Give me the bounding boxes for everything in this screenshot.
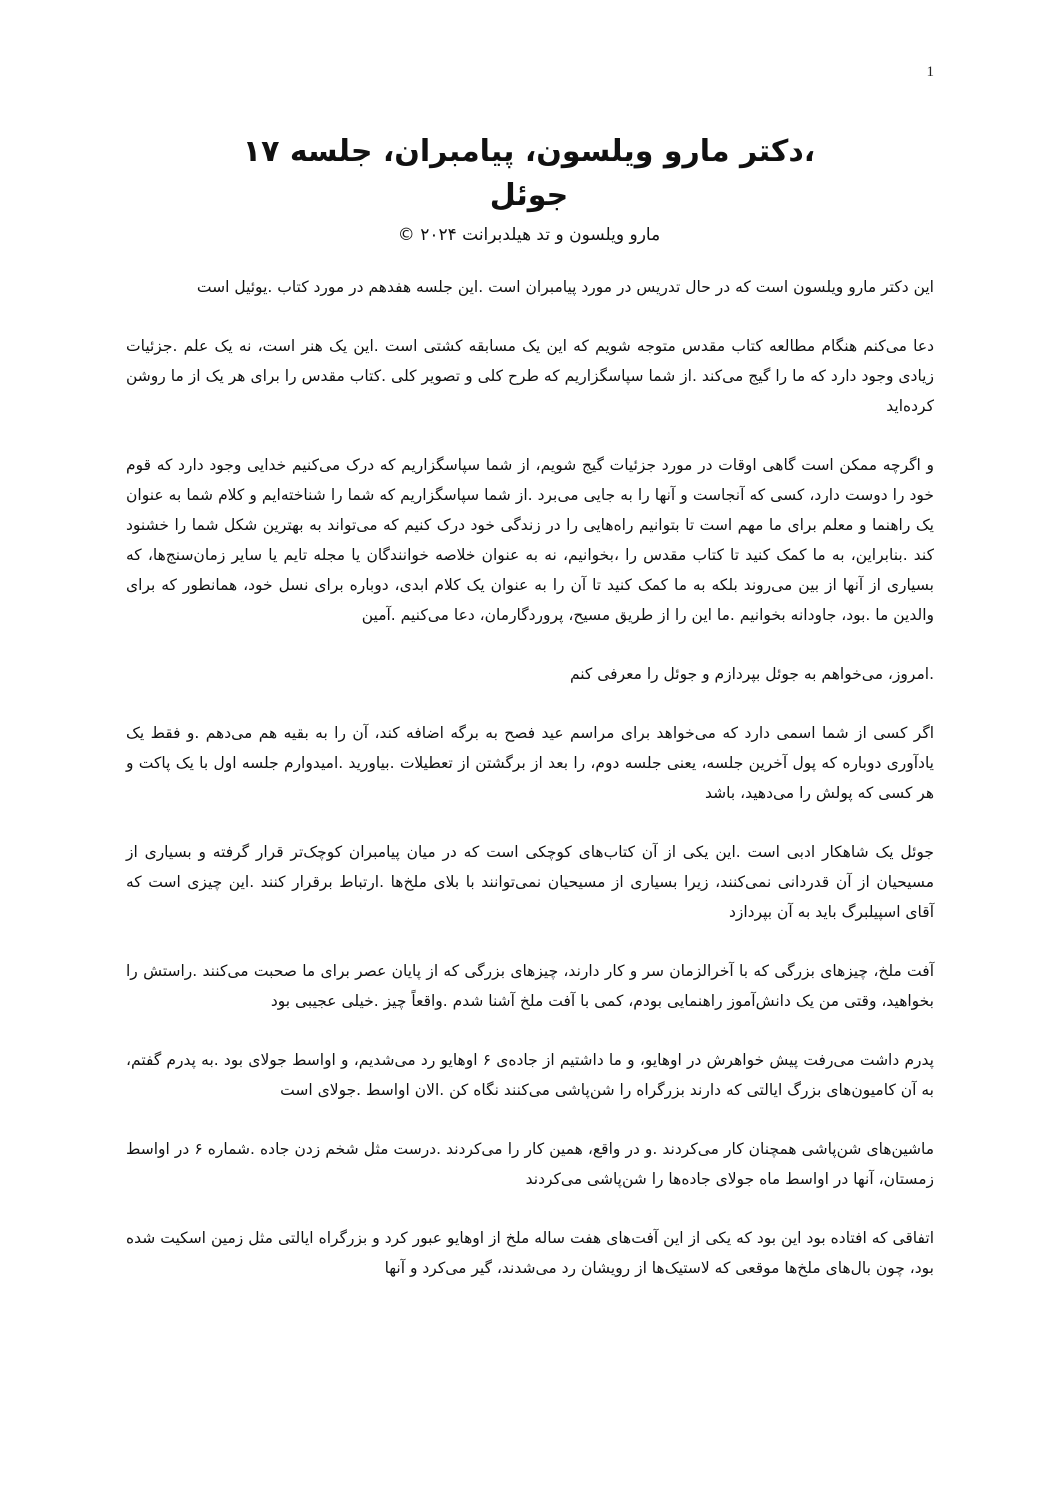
document-body [126,272,934,1312]
title-block [120,130,938,250]
document-title-line-2: جوئل [489,178,569,213]
paragraph-1: این دکتر مارو ویلسون است که در حال تدریس در مورد پیامبران است .این جلسه هفدهم در مورد کتاب .یوئیل است [196,278,934,296]
paragraph-10: اتفاقی که افتاده بود این بود که یکی از این آفت‌های هفت ساله ملخ از اوهایو عبور کرد و بزرگراه ایالتی مثل زمین اسکیت شده بود، چون بال‌های ملخ‌ها موقعی که لاستیک‌ها از رویشان رد می‌شدند، گیر می‌کرد و آنها [126,1229,934,1277]
paragraph-2: دعا می‌کنم هنگام مطالعه کتاب مقدس متوجه شویم که این یک مسابقه کشتی است .این یک هنر است، نه یک علم .جزئیات زیادی وجود دارد که ما را گیج می‌کند .از شما سپاسگزاریم که طرح کلی و تصویر کلی .کتاب مقدس را برای هر یک از ما روشن کرده‌اید [126,337,934,415]
page-number: 1 [926,64,934,80]
paragraph-3: و اگرچه ممکن است گاهی اوقات در مورد جزئیات گیج شویم، از شما سپاسگزاریم که درک می‌کنیم خدایی وجود دارد که قوم خود را دوست دارد، کسی که آنجاست و آنها را به جایی می‌برد .از شما سپاسگزاریم که شما را شناخته‌ایم و کلام شما به عنوان یک راهنما و معلم برای ما مهم است تا بتوانیم راه‌هایی را در زندگی خود درک کنیم که می‌تواند به بهترین شکل شما را خشنود کند .بنابراین، به ما کمک کنید تا کتاب مقدس را ،بخوانیم، نه به عنوان خلاصه خوانندگان یا مجله تایم یا سایر زمان‌سنج‌ها، که بسیاری از آنها از بین می‌روند بلکه به ما کمک کنید تا آن را به عنوان یک کلام ابدی، دوباره برای نسل خود، همانطور که برای والدین ما .بود، جاودانه بخوانیم .ما این را از طریق مسیح، پروردگارمان، دعا می‌کنیم .آمین [126,456,934,624]
paragraph-8: پدرم داشت می‌رفت پیش خواهرش در اوهایو، و ما داشتیم از جاده‌ی ۶ اوهایو رد می‌شدیم، و اواسط جولای بود .به پدرم گفتم، به آن کامیون‌های بزرگ ایالتی که دارند بزرگراه را شن‌پاشی می‌کنند نگاه کن .الان اواسط .جولای است [126,1051,934,1099]
paragraph-5: اگر کسی از شما اسمی دارد که می‌خواهد برای مراسم عید فصح به برگه اضافه کند، آن را به بقیه هم می‌دهم .و فقط یک یادآوری دوباره که پول آخرین جلسه، یعنی جلسه دوم، را بعد از برگشتن از تعطیلات .بیاورید .امیدوارم جلسه اول با یک پاکت و هر کسی که پولش را می‌دهید، باشد [126,724,934,802]
paragraph-4: .امروز، می‌خواهم به جوئل بپردازم و جوئل را معرفی کنم [569,665,934,683]
copyright-line: مارو ویلسون و تد هیلدبرانت ۲۰۲۴ © [397,225,661,245]
paragraph-6: جوئل یک شاهکار ادبی است .این یکی از آن کتاب‌های کوچکی است که در میان پیامبران کوچک‌تر قرار گرفته و بسیاری از مسیحیان از آن قدردانی نمی‌کنند، زیرا بسیاری از مسیحیان نمی‌توانند با بلای ملخ‌ها .ارتباط برقرار کنند .این چیزی است که آقای اسپیلبرگ باید به آن بپردازد [126,843,934,921]
document-title-line-1: ،دکتر مارو ویلسون، پیامبران، جلسه ۱۷ [242,134,816,169]
paragraph-9: ماشین‌های شن‌پاشی همچنان کار می‌کردند .و در واقع، همین کار را می‌کردند .درست مثل شخم زدن جاده .شماره ۶ در اواسط زمستان، آنها در اواسط ماه جولای جاده‌ها را شن‌پاشی می‌کردند [126,1140,935,1188]
paragraph-7: آفت ملخ، چیزهای بزرگی که با آخرالزمان سر و کار دارند، چیزهای بزرگی که از پایان عصر برای ما صحبت می‌کنند .راستش را بخواهید، وقتی من یک دانش‌آموز راهنمایی بودم، کمی با آفت ملخ آشنا شدم .واقعاً چیز .خیلی عجیبی بود [126,962,934,1010]
